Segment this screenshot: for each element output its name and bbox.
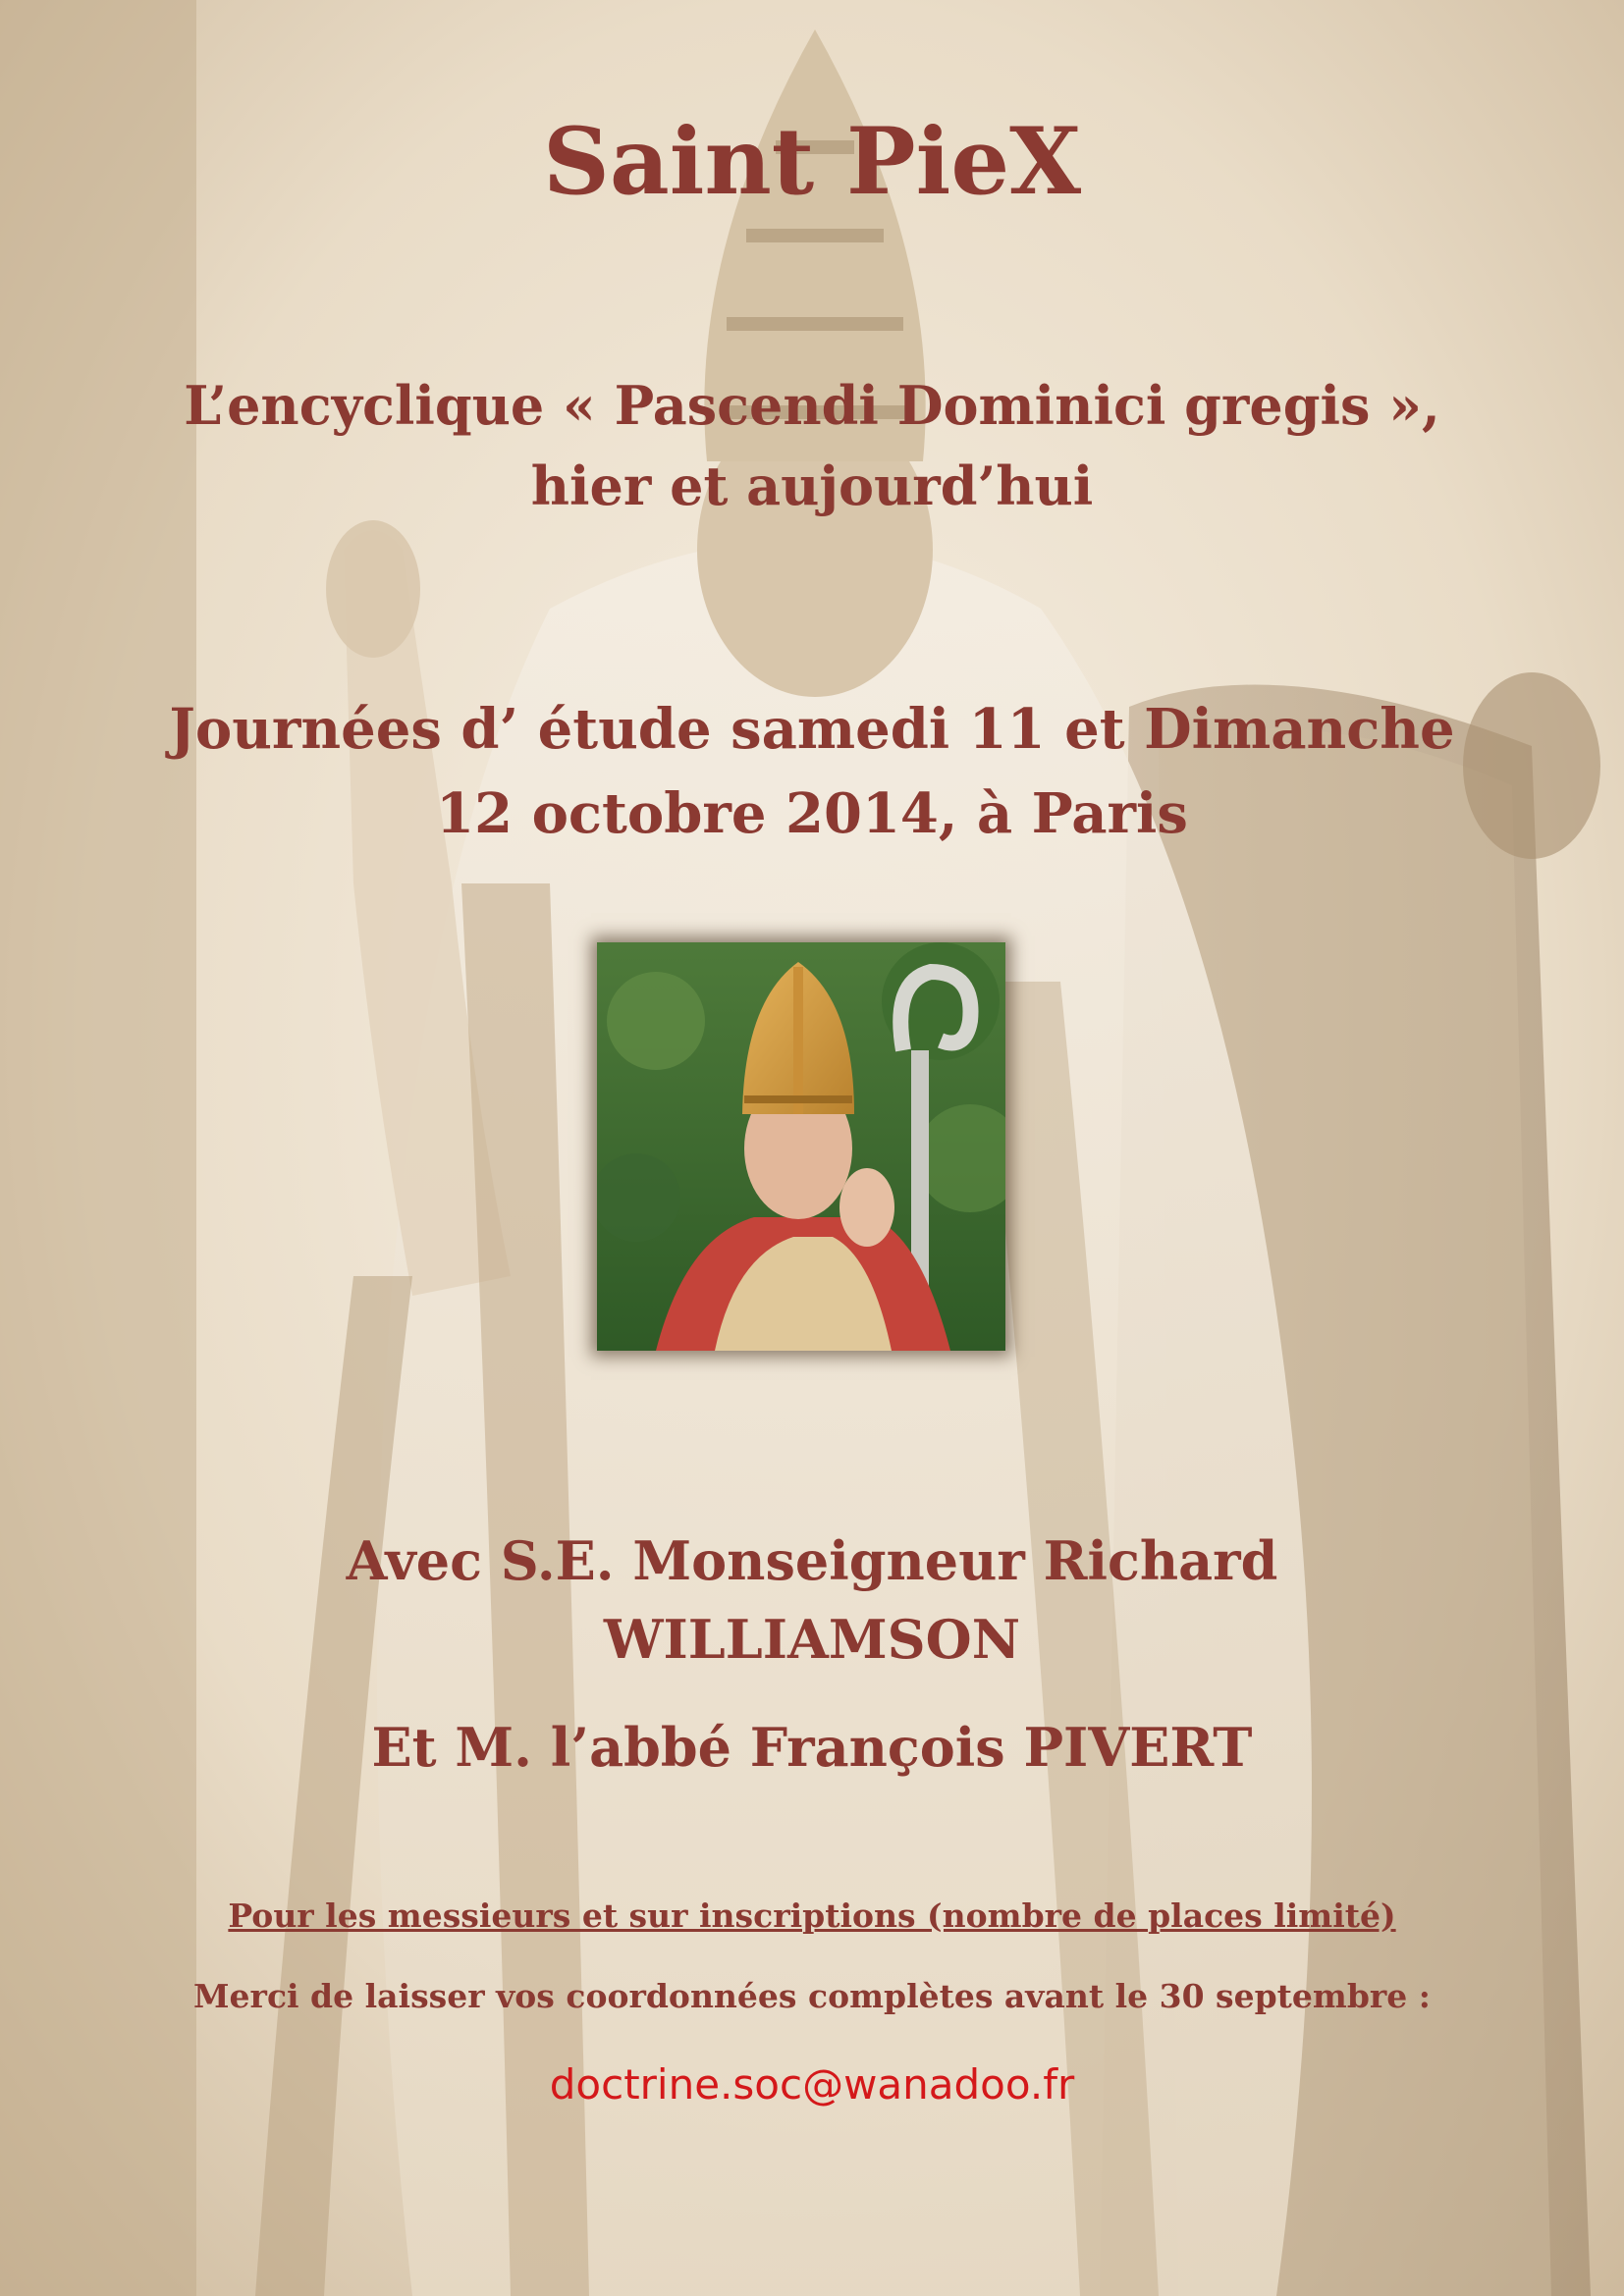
event-dates <box>0 687 1624 856</box>
dates-line-2: 12 octobre 2014, à Paris <box>436 781 1188 846</box>
registration-note: Pour les messieurs et sur inscriptions (nombre de places limité) <box>228 1896 1396 1935</box>
poster-title: Saint PieX <box>542 108 1082 216</box>
subtitle-line-2: hier et aujourd’hui <box>530 454 1094 517</box>
speaker-line-2: WILLIAMSON <box>603 1608 1021 1671</box>
deadline-note: Merci de laisser vos coordonnées complètes avant le 30 septembre : <box>193 1977 1431 2015</box>
dates-line-1: Journées d’ étude samedi 11 et Dimanche <box>169 697 1455 762</box>
subtitle-line-1: L’encyclique « Pascendi Dominici gregis », <box>184 374 1440 437</box>
encyclical-subtitle <box>0 365 1624 526</box>
speaker-line-3: Et M. l’abbé François PIVERT <box>371 1716 1253 1779</box>
speaker-pivert <box>0 1708 1624 1787</box>
bishop-portrait-photo <box>597 942 1005 1351</box>
speaker-williamson <box>0 1522 1624 1679</box>
speaker-line-1: Avec S.E. Monseigneur Richard <box>346 1529 1278 1592</box>
contact-email-link[interactable]: doctrine.soc@wanadoo.fr <box>549 2060 1075 2109</box>
